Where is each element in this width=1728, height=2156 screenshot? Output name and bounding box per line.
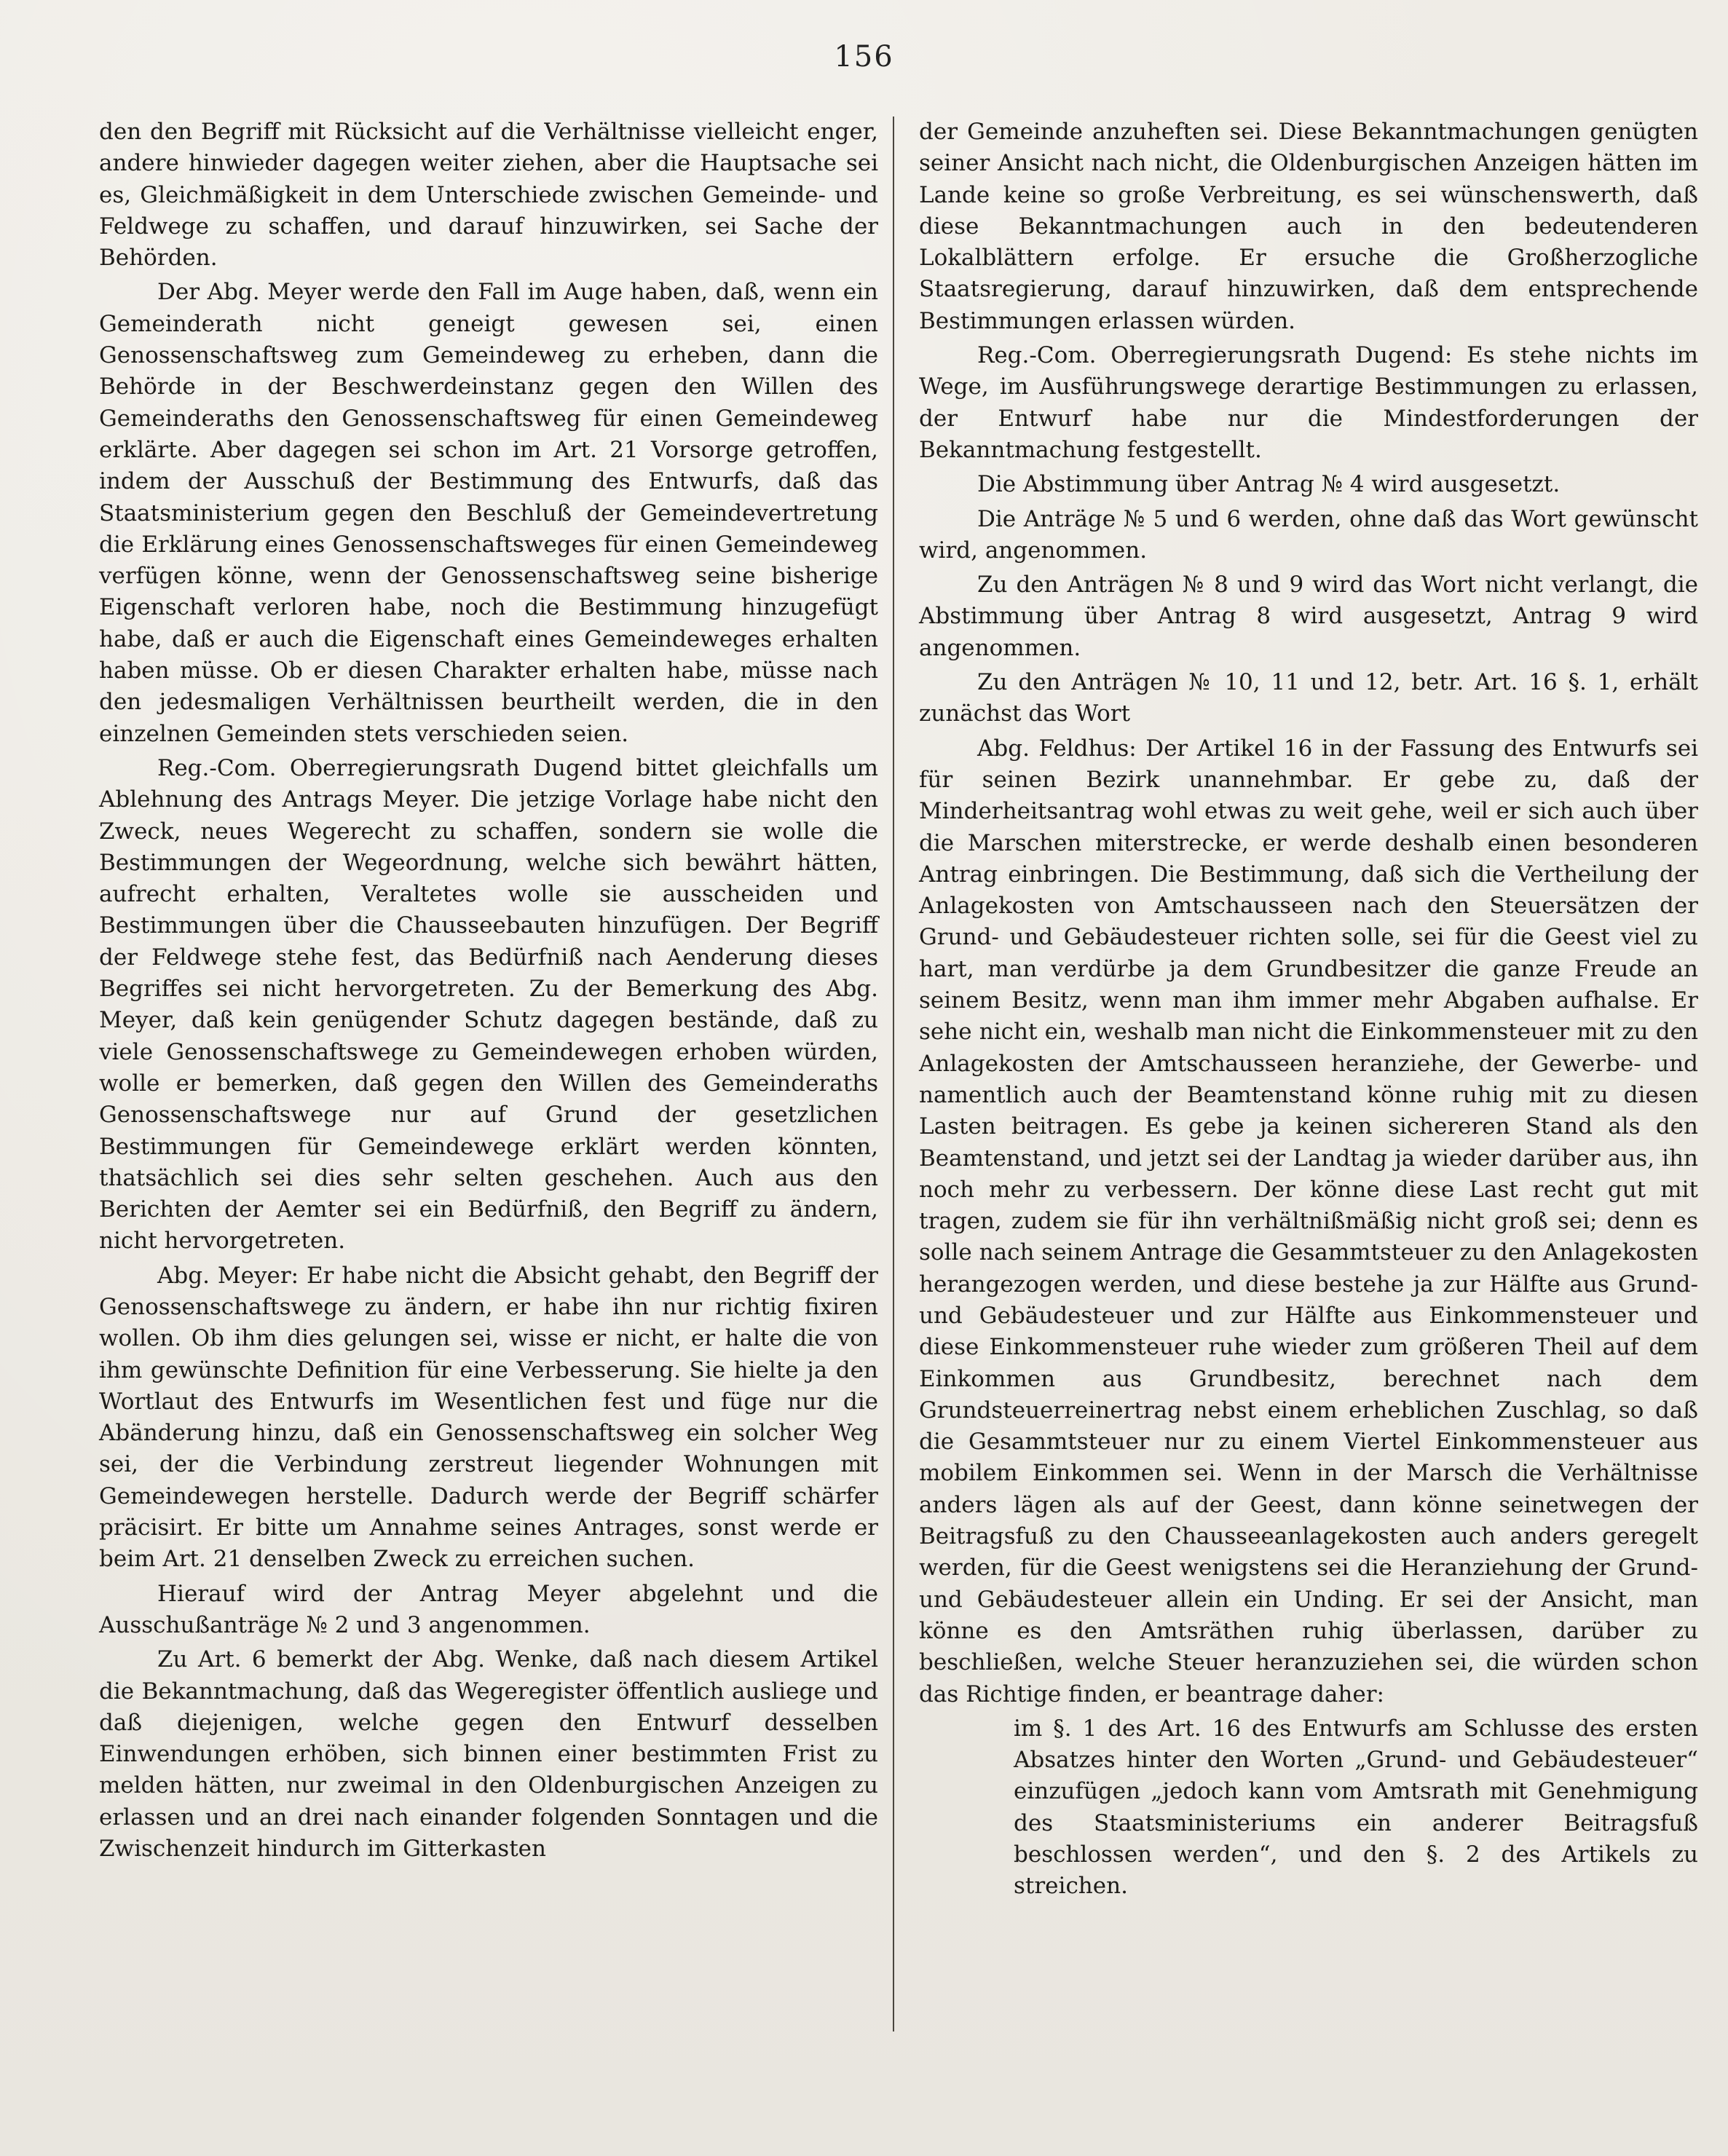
paragraph: Abg. Feldhus: Der Artikel 16 in der Fassung des Entwurfs sei für seinen Bezirk unannehmbar. Er gebe zu, daß der Minderheitsantrag wohl etwas zu weit gehe, weil er sich auch über die Marschen miterstrecke, er werde deshalb einen besonderen Antrag einbringen. Die Bestimmung, daß sich die Vertheilung der Anlagekosten von Amtschausseen nach den Steuersätzen der Grund- und Gebäudesteuer richten solle, sei für die Geest viel zu hart, man verdürbe ja dem Grundbesitzer die ganze Freude an seinem Besitz, wenn man ihm immer mehr Abgaben aufhalse. Er sehe nicht ein, weshalb man nicht die Einkommensteuer mit zu den Anlagekosten der Amtschausseen heranziehe, der Gewerbe- und namentlich auch der Beamtenstand könne ruhig mit zu diesen Lasten beitragen. Es gebe ja keinen sichereren Stand als den Beamtenstand, und jetzt sei der Landtag ja wieder darüber aus, ihn noch mehr zu verbessern. Der könne diese Last recht gut mit tragen, zudem sie für ihn verhältnißmäßig nicht groß sei; denn es solle nach seinem Antrage die Gesammtsteuer zu den Anlagekosten herangezogen werden, und diese bestehe ja zur Hälfte aus Grund- und Gebäudesteuer und zur Hälfte aus Einkommensteuer und diese Einkommensteuer ruhe wieder zum größeren Theil auf dem Einkommen aus Grundbesitz, berechnet nach dem Grundsteuerreinertrag nebst einem erheblichen Zuschlag, so daß die Gesammtsteuer nur zu einem Viertel Einkommensteuer aus mobilem Einkommen sei. Wenn in der Marsch die Verhältnisse anders lägen als auf der Geest, dann könne seinetwegen der Beitragsfuß zu den Chausseeanlagekosten auch anders geregelt werden, für die Geest wenigstens sei die Heranziehung der Grund- und Gebäudesteuer allein ein Unding. Er sei der Ansicht, man könne es den Amtsräthen ruhig überlassen, darüber zu beschließen, welche Steuer heranzuziehen sei, die würden schon das Richtige finden, er beantrage daher: — [919, 735, 1698, 1707]
quoted-motion: im §. 1 des Art. 16 des Entwurfs am Schlusse des ersten Absatzes hinter den Worten „Grund- und Gebäudesteuer“ einzufügen „jedoch kann vom Amtsrath mit Genehmigung des Staatsministeriums ein anderer Beitragsfuß beschlossen werden“, und den §. 2 des Artikels zu streichen. — [1014, 1715, 1698, 1900]
paragraph: Die Anträge № 5 und 6 werden, ohne daß das Wort gewünscht wird, angenommen. — [919, 505, 1698, 564]
left-column — [99, 117, 878, 1868]
right-column — [919, 117, 1698, 1906]
paragraph: Reg.-Com. Oberregierungsrath Dugend: Es stehe nichts im Wege, im Ausführungswege derartige Bestimmungen zu erlassen, der Entwurf habe nur die Mindestforderungen der Bekanntmachung festgestellt. — [919, 342, 1698, 463]
paragraph: Hierauf wird der Antrag Meyer abgelehnt und die Ausschußanträge № 2 und 3 angenommen. — [99, 1580, 878, 1638]
paragraph: der Gemeinde anzuheften sei. Diese Bekanntmachungen genügten seiner Ansicht nach nicht, die Oldenburgischen Anzeigen hätten im Lande keine so große Verbreitung, es sei wünschenswerth, daß diese Bekanntmachungen auch in den bedeutenderen Lokalblättern erfolge. Er ersuche die Großherzogliche Staatsregierung, darauf hinzuwirken, daß dem entsprechende Bestimmungen erlassen würden. — [919, 119, 1698, 334]
paragraph: den den Begriff mit Rücksicht auf die Verhältnisse vielleicht enger, andere hinwieder dagegen weiter ziehen, aber die Hauptsache sei es, Gleichmäßigkeit in dem Unterschiede zwischen Gemeinde- und Feldwege zu schaffen, und darauf hinzuwirken, sei Sache der Behörden. — [99, 119, 878, 272]
paragraph: Abg. Meyer: Er habe nicht die Absicht gehabt, den Begriff der Genossenschaftswege zu ändern, er habe ihn nur richtig fixiren wollen. Ob ihm dies gelungen sei, wisse er nicht, er halte die von ihm gewünschte Definition für eine Verbesserung. Sie hielte ja den Wortlaut des Entwurfs im Wesentlichen fest und füge nur die Abänderung hinzu, daß ein Genossenschaftsweg ein solcher Weg sei, der die Verbindung zerstreut liegender Wohnungen mit Gemeindewegen herstelle. Dadurch werde der Begriff schärfer präcisirt. Er bitte um Annahme seines Antrages, sonst werde er beim Art. 21 denselben Zweck zu erreichen suchen. — [99, 1262, 878, 1573]
paragraph: Die Abstimmung über Antrag № 4 wird ausgesetzt. — [977, 471, 1561, 498]
paragraph: Zu den Anträgen № 8 und 9 wird das Wort nicht verlangt, die Abstimmung über Antrag 8 wird ausgesetzt, Antrag 9 wird angenommen. — [919, 572, 1698, 661]
paragraph: Zu den Anträgen № 10, 11 und 12, betr. Art. 16 §. 1, erhält zunächst das Wort — [919, 669, 1698, 727]
paragraph: Zu Art. 6 bemerkt der Abg. Wenke, daß nach diesem Artikel die Bekanntmachung, daß das Wegeregister öffentlich ausliege und daß diejenigen, welche gegen den Entwurf desselben Einwendungen erhöben, sich binnen einer bestimmten Frist zu melden hätten, nur zweimal in den Oldenburgischen Anzeigen zu erlassen und an drei nach einander folgenden Sonntagen und die Zwischenzeit hindurch im Gitterkasten — [99, 1646, 878, 1863]
page-number: 156 — [834, 40, 894, 74]
column-divider — [893, 117, 894, 2031]
paragraph: Der Abg. Meyer werde den Fall im Auge haben, daß, wenn ein Gemeinderath nicht geneigt gewesen sei, einen Genossenschaftsweg zum Gemeindeweg zu erheben, dann die Behörde in der Beschwerdeinstanz gegen den Willen des Gemeinderaths den Genossenschaftsweg für einen Gemeindeweg erklärte. Aber dagegen sei schon im Art. 21 Vorsorge getroffen, indem der Ausschuß der Bestimmung des Entwurfs, daß das Staatsministerium gegen den Beschluß der Gemeindevertretung die Erklärung eines Genossenschaftsweges für einen Gemeindeweg verfügen könne, wenn der Genossenschaftsweg seine bisherige Eigenschaft verloren habe, noch die Bestimmung hinzugefügt habe, daß er auch die Eigenschaft eines Gemeindeweges erhalten haben müsse. Ob er diesen Charakter erhalten habe, müsse nach den jedesmaligen Verhältnissen beurtheilt werden, die in den einzelnen Gemeinden stets verschieden seien. — [99, 279, 878, 747]
paragraph: Reg.-Com. Oberregierungsrath Dugend bittet gleichfalls um Ablehnung des Antrags Meyer. Die jetzige Vorlage habe nicht den Zweck, neues Wegerecht zu schaffen, sondern sie wolle die Bestimmungen der Wegeordnung, welche sich bewährt hätten, aufrecht erhalten, Veraltetes wolle sie ausscheiden und Bestimmungen über die Chausseebauten hinzufügen. Der Begriff der Feldwege stehe fest, das Bedürfniß nach Aenderung dieses Begriffes sei nicht hervorgetreten. Zu der Bemerkung des Abg. Meyer, daß kein genügender Schutz dagegen bestände, daß zu viele Genossenschaftswege zu Gemeindewegen erhoben würden, wolle er bemerken, daß gegen den Willen des Gemeinderaths Genossenschaftswege nur auf Grund der gesetzlichen Bestimmungen für Gemeindewege erklärt werden könnten, thatsächlich sei dies sehr selten geschehen. Auch aus den Berichten der Aemter sei ein Bedürfniß, den Begriff zu ändern, nicht hervorgetreten. — [99, 754, 878, 1255]
